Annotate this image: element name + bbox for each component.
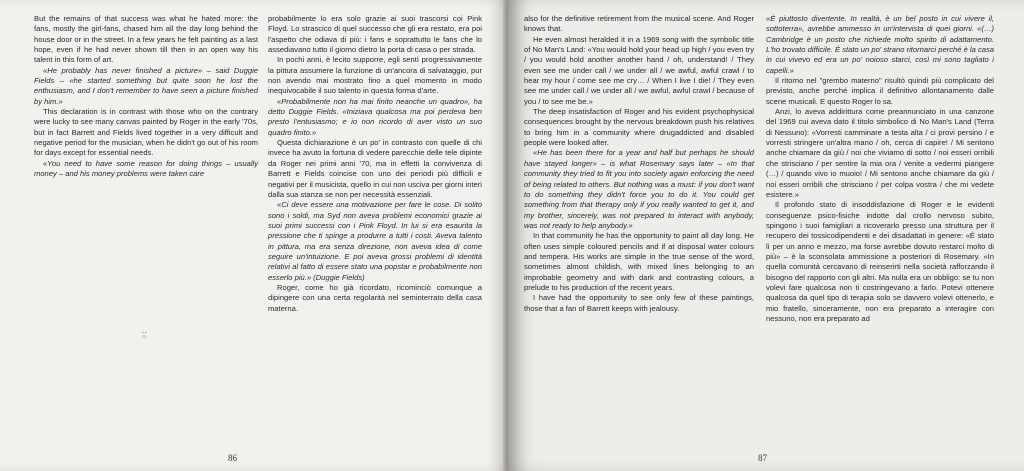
paragraph: «Ci deve essere una motivazione per fare le cose. Di solito sono i soldi, ma Syd non aveva problemi economici grazie ai suoi primi successi con i Pink Floyd. In lui si era esaurita la pressione che ti spinge a produrre a tutti i costi. Aveva talento in pittura, ma era senza direzione, non aveva idea di come seguire un'intuizione. E poi aveva grossi problemi di identità relativi al fatto di essere stato una popstar e probabilmente non esserlo più.» (Duggie Fields): [268, 200, 482, 282]
left-page-italian-column: [268, 14, 482, 314]
page-number: 87: [758, 453, 767, 463]
paragraph: Questa dichiarazione è un po' in contrasto con quelle di chi invece ha avuto la fortuna di vedere parecchie delle tele dipinte da Roger nei primi anni '70, ma in effetti la convivenza di Barrett e Fields coincise con uno dei periodi più difficili e negativi per il musicista, quello in cui non usciva per giorni interi dalla sua stanza se non per necessità essenziali.: [268, 138, 482, 199]
paragraph: He even almost heralded it in a 1969 song with the symbolic title of No Man's Land: «You would hold your head up high / you even try / you would hold another another hand / oh, understand! / They even see me under call / we under all / we awful, awful crawl / to hear my hour / come see me cry… / When I live I die! / They even see me under call / we under all / we awful, awful crawl / because of you / to see me be.»: [524, 34, 754, 106]
right-page-italian-column: [766, 14, 994, 324]
left-page: [0, 0, 508, 471]
paragraph: The deep insatisfaction of Roger and his evident psychophysical consequences brought by the nervous breakdown push his relatives to bring him in a community where drugaddicted and disabled people were looked after.: [524, 107, 754, 148]
page-number: 86: [228, 453, 237, 463]
pencil-mark-icon: ⍤: [140, 328, 149, 344]
paragraph: «You need to have some reason for doing things – usually money – and his money problems were taken care: [34, 158, 258, 179]
paragraph: Il profondo stato di insoddisfazione di Roger e le evidenti conseguenze psico-fisiche indotte dal crollo nervoso subito, spingono i suoi famigliari a ricoverarlo presso una struttura per il recupero dei tossicodipendenti e dei disadattati in genere: «È stato lì per un anno e mezzo, ma forse avrebbe dovuto restarci molto di più» – è la sconsolata ammissione a posteriori di Rosemary. «In quella comunità cercavano di reinserirti nella società rafforzando il bisogno del rapporto con gli altri. Ma nulla era un obbligo: se tu non volevi fare qualcosa non ti costringevano a farlo. Potevi ottenere qualcosa da quel tipo di terapia solo se davvero volevi ottenerlo, e mio fratello, sinceramente, non era preparato a interagire con nessuno, non era preparato ad: [766, 200, 994, 323]
right-page: [508, 0, 1024, 471]
paragraph: Anzi, lo aveva addirittura come preannunciato in una canzone del 1969 cui aveva dato il titolo simbolico di No Man's Land (Terra di Nessuno): «Vorresti camminare a testa alta / ci provi persino / e vorresti stringere un'altra mano / oh, cerca di capire! / Mi sentono anche chiamare da giù / noi che viviamo di sotto / noi esseri orribili che strisciano / per sentire la mia ora / venite a vedermi piangere (…) / quando vivo io muoio! / Mi sentono anche chiamare da giù / noi esseri orribili che strisciano / per colpa vostra / che mi vedete esistere.»: [766, 107, 994, 199]
paragraph: «He probably has never finished a picture» – said Duggie Fields – «he started something but quite soon he lost the enthusiasm, and I don't remember to have seen a picture finished by him.»: [34, 65, 258, 106]
paragraph: «He has been there for a year and half but perhaps he should have stayed longer» – is what Rosemary says later – «In that community they tried to fit you into society again enforcing the need of being related to others. But nothing was a must: if you don't want to do something they didn't force you to do it. You could get something from that therapy only if you really wanted to get it, and my brother, sincerely, was not prepared to interact with anybody, was not ready to help anybody.»: [524, 148, 754, 230]
paragraph: «È piuttosto divertente. In realtà, è un bel posto in cui vivere il, sottoterra», avrebbe ammesso in un'intervista di quei giorni. «(…) Cambridge è un posto che richiede molto spirito di adattamento. L'ho trovato difficile. È stato un po' strano ritornarci perché è la casa in cui vivevo ed era un po' noioso starci, così mi sono tagliato i capelli.»: [766, 14, 994, 75]
paragraph: «Probabilmente non ha mai finito neanche un quadro», ha detto Duggie Fields. «Iniziava qualcosa ma poi perdeva ben presto l'entusiasmo; e io non ricordo di aver visto un suo quadro finito.»: [268, 96, 482, 137]
paragraph: This declaration is in contrast with those who on the contrary were lucky to see many canvas painted by Roger in the early '70s, but in fact Barrett and Fields lived together in a very difficult and negative period for the musician, when he didn't go out of his room for days except for essential needs.: [34, 107, 258, 158]
paragraph: also for the definitive retirement from the musical scene. And Roger knows that.: [524, 14, 754, 34]
paragraph: Il ritorno nel "grembo materno" risultò quindi più complicato del previsto, anche perché implica il definitivo allontanamento dalle scene musicali. E questo Roger lo sa.: [766, 76, 994, 106]
right-page-english-column: [524, 14, 754, 314]
paragraph: probabilmente lo era solo grazie ai suoi trascorsi coi Pink Floyd. Lo strascico di quel successo che gli era restato, era poi l'aspetto che odiava di più: i fans e soprattutto le fans che lo assediavano tutto il giorno dietro la porta di casa o per strada.: [268, 14, 482, 55]
paragraph: But the remains of that success was what he hated more: the fans, mostly the girl-fans, chased him all the day long behind the house door or in the street. In a few years he felt painting as a last hope, even if he had never shown till then in an open way his talent in this form of art.: [34, 14, 258, 65]
paragraph: I have had the opportunity to see only few of these paintings, those that a fan of Barrett keeps with jealousy.: [524, 293, 754, 313]
paragraph: Roger, come ho già ricordato, ricominciò comunque a dipingere con una certa regolarità nel seminterrato della casa materna.: [268, 282, 482, 313]
paragraph: In that community he has the opportunity to paint all day long. He often uses simple coloured pencils and if at disposal water colours and tempera. His works are simple in the true sense of the word, sometimes almost childish, with mixed lines belonging to an improbable geometry and with dark and contrasting colours, a prelude to his production of the recent years.: [524, 231, 754, 292]
left-page-english-column: [34, 14, 258, 180]
paragraph: In pochi anni, è lecito supporre, egli sentì progressivamente la pittura assumere la funzione di un'ancora di salvataggio, pur non avendo mai mostrato fino a quel momento in modo inequivocabile il suo talento in questa forma d'arte.: [268, 55, 482, 96]
